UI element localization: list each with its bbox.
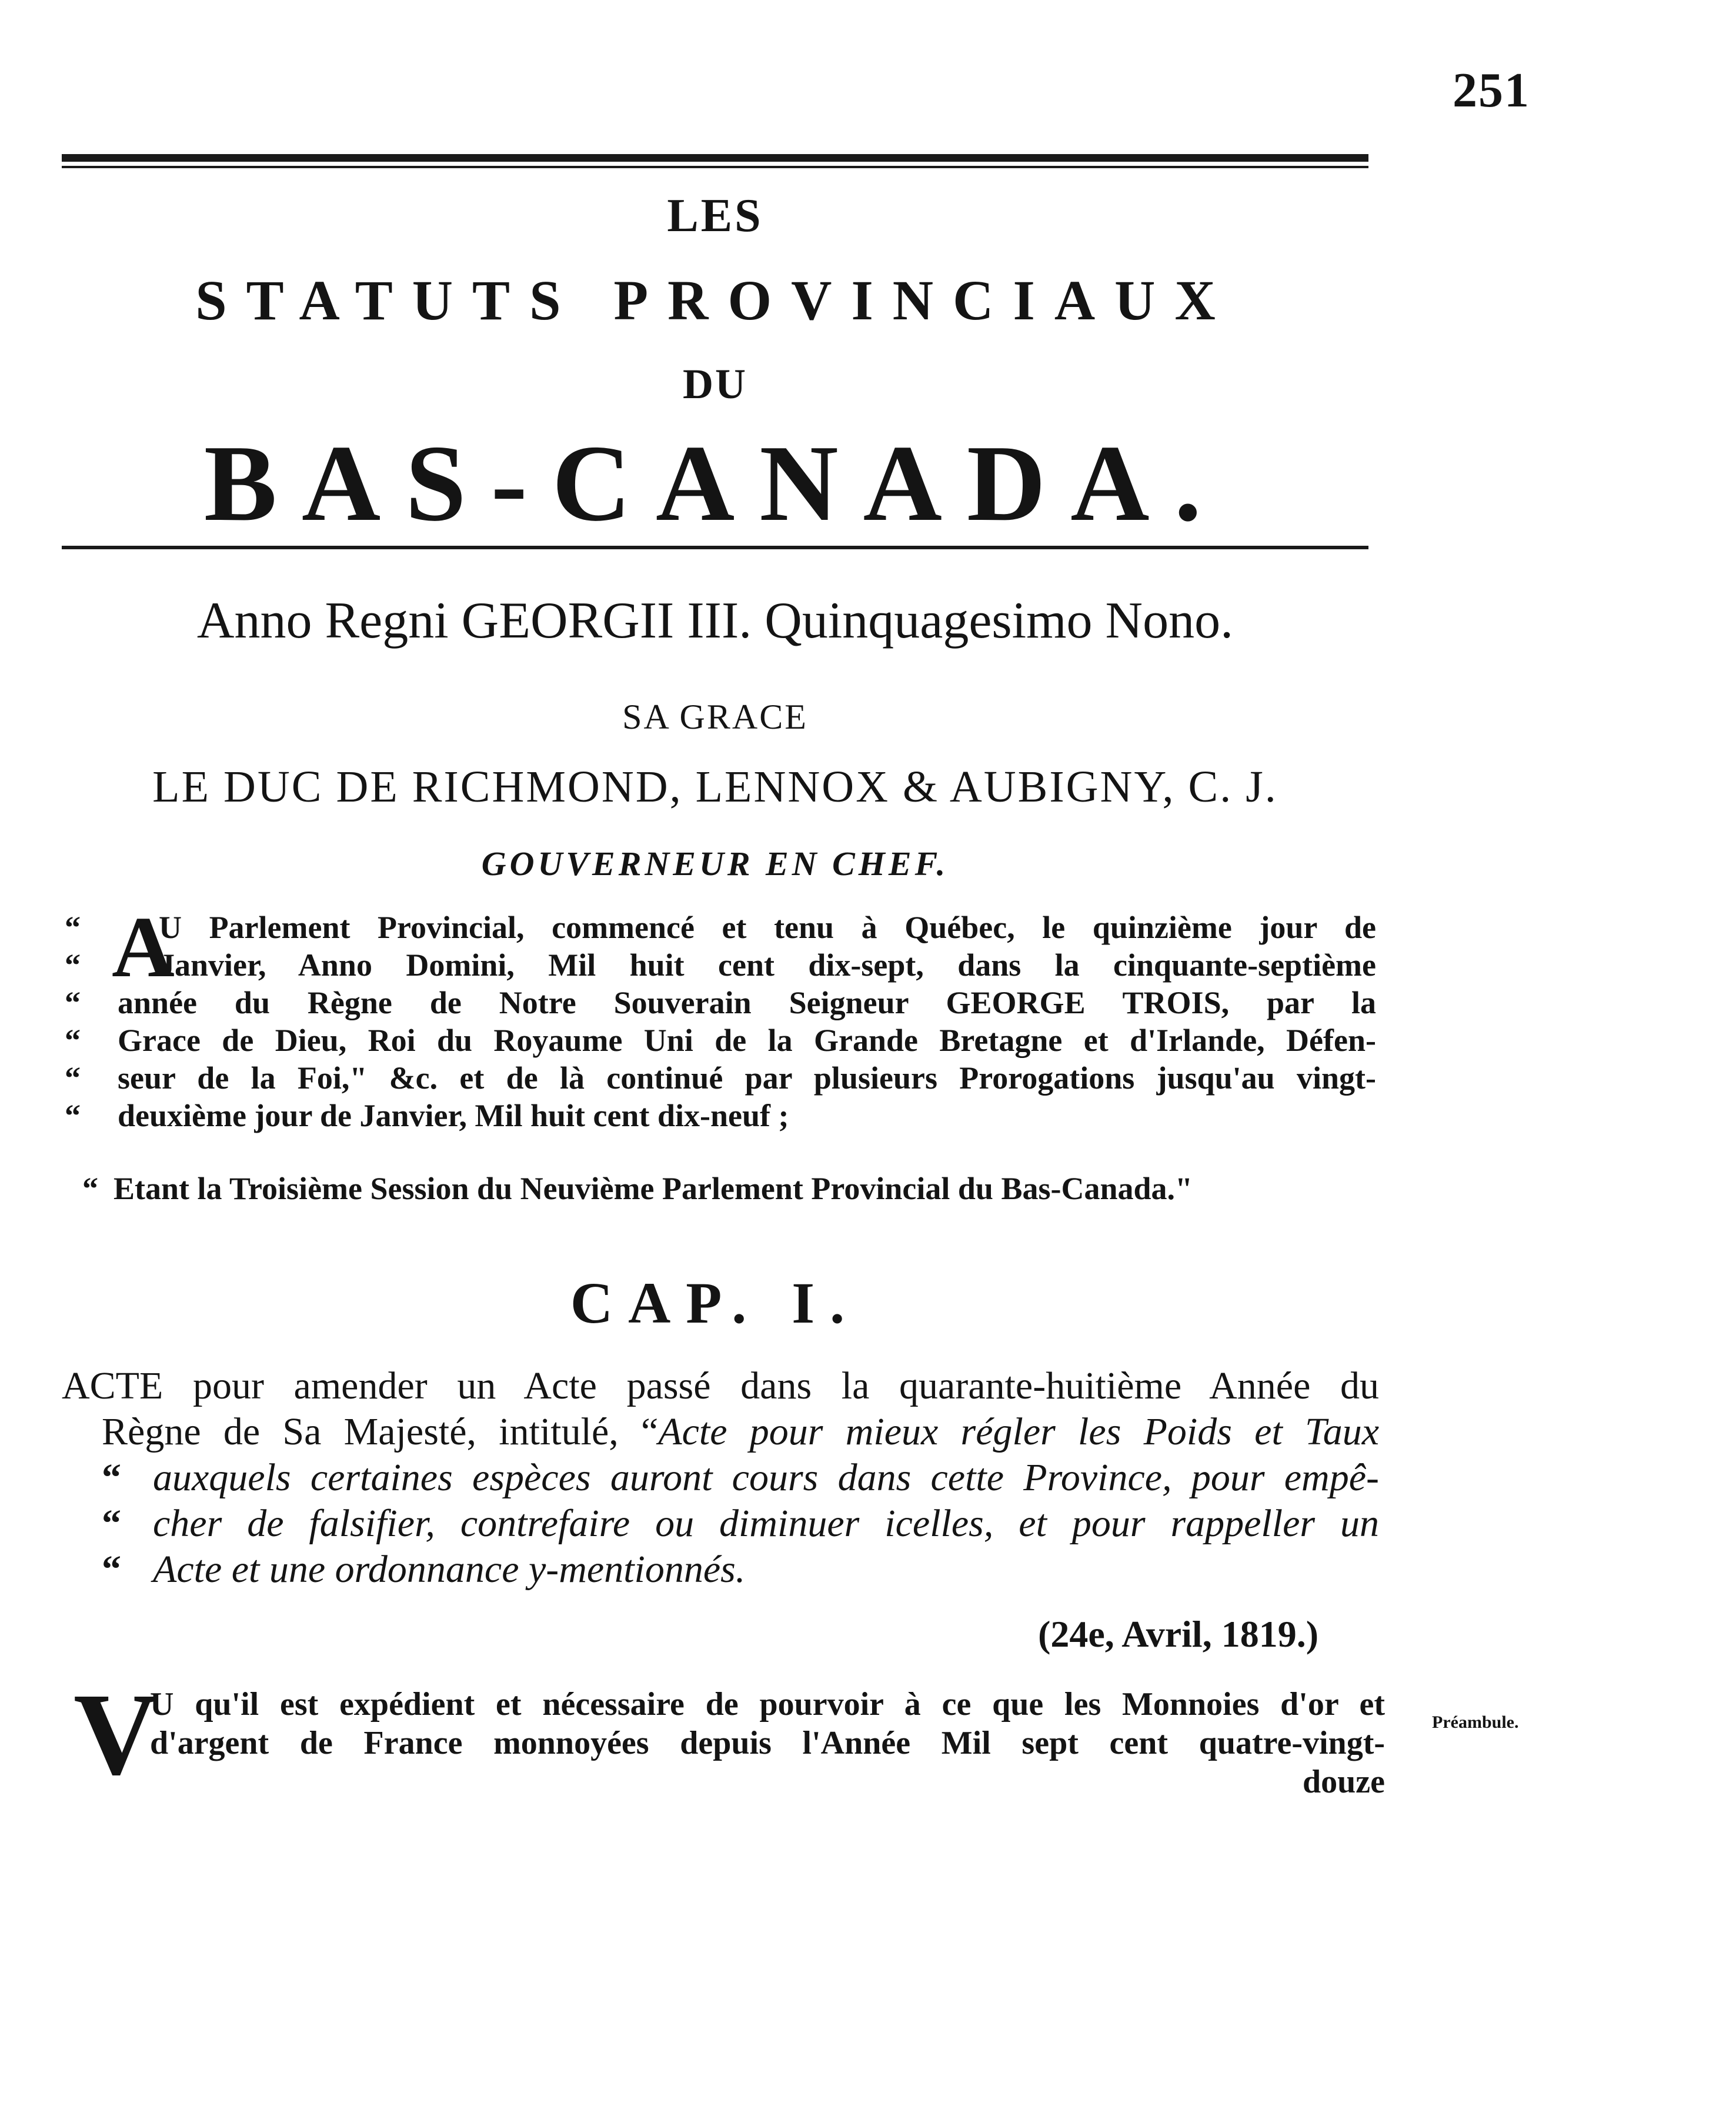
title-du: DU — [683, 360, 747, 408]
quote-mark: “ — [102, 1502, 121, 1545]
preamble-line — [65, 1022, 1382, 1059]
preamble-text: Grace de Dieu, Roi du Royaume Uni de la Grande Bretagne et d'Irlande, Défen- — [118, 1023, 1376, 1058]
preamble-line — [65, 1059, 1382, 1097]
gouverneur-en-chef: GOUVERNEUR EN CHEF. — [481, 844, 949, 883]
preamble-text: année du Règne de Notre Souverain Seigneur GEORGE TROIS, par la — [118, 985, 1376, 1020]
act-text-roman: Règne de Sa Majesté, intitulé, “ — [102, 1410, 659, 1453]
title-les: LES — [667, 190, 763, 242]
preamble-text: Janvier, Anno Domini, Mil huit cent dix-sept, dans la cinquante-septième — [159, 947, 1376, 983]
act-line — [62, 1501, 1379, 1547]
chapter-heading: CAP. I. — [570, 1270, 860, 1336]
drop-cap-v: V — [74, 1670, 159, 1800]
preamble-line — [65, 984, 1382, 1022]
session-line — [82, 1170, 1341, 1207]
quote-mark: “ — [65, 947, 81, 983]
quote-mark: “ — [102, 1456, 121, 1499]
preamble-paragraph — [65, 899, 1382, 1134]
quote-mark: “ — [65, 1023, 81, 1058]
duke-title-line: LE DUC DE RICHMOND, LENNOX & AUBIGNY, C. J. — [152, 762, 1278, 812]
catchword: douze — [1303, 1764, 1385, 1800]
quote-mark: “ — [65, 1098, 81, 1133]
preamble-text: deuxième jour de Janvier, Mil huit cent dix-neuf ; — [118, 1098, 789, 1133]
preamble-text: seur de la Foi," &c. et de là continué par plusieurs Prorogations jusqu'au vingt- — [118, 1060, 1376, 1096]
title-bas-canada: BAS-CANADA. — [203, 423, 1227, 544]
anno-regni-line: Anno Regni GEORGII III. Quinquagesimo Nono. — [196, 592, 1234, 649]
act-line — [62, 1363, 1379, 1409]
act-title-paragraph — [62, 1363, 1379, 1593]
preamble-line — [65, 946, 1382, 984]
act-text-italic: Acte pour mieux régler les Poids et Taux — [658, 1410, 1379, 1453]
session-text: Etant la Troisième Session du Neuvième Parlement Provincial du Bas-Canada." — [113, 1171, 1193, 1206]
double-rule-top — [62, 154, 1368, 172]
act-text: auxquels certaines espèces auront cours dans cette Province, pour empê- — [153, 1456, 1379, 1499]
preamble-line — [65, 1097, 1382, 1134]
quote-mark: “ — [65, 1060, 81, 1096]
page-number: 251 — [1453, 63, 1530, 118]
title-statuts-provinciaux: STATUTS PROVINCIAUX — [195, 269, 1235, 332]
drop-cap-a: A — [112, 899, 175, 996]
enacting-line: U qu'il est expédient et nécessaire de pourvoir à ce que les Monnoies d'or et — [150, 1686, 1385, 1723]
act-text: cher de falsifier, contrefaire ou diminuer icelles, et pour rappeller un — [153, 1502, 1379, 1545]
act-text — [102, 1409, 1379, 1455]
act-text: Acte et une ordonnance y-mentionnés. — [153, 1548, 746, 1591]
quote-mark: “ — [65, 985, 81, 1020]
quote-mark: “ — [65, 910, 81, 945]
quote-mark: “ — [82, 1171, 98, 1206]
margin-note-preambule: Préambule. — [1432, 1713, 1519, 1732]
enacting-paragraph — [150, 1685, 1385, 1801]
act-text: ACTE pour amender un Acte passé dans la quarante-huitième Année du — [62, 1364, 1379, 1407]
enacting-line: d'argent de France monnoyées depuis l'Année Mil sept cent quatre-vingt- — [150, 1725, 1385, 1761]
sa-grace-heading: SA GRACE — [622, 697, 808, 736]
preamble-text: U Parlement Provincial, commencé et tenu à Québec, le quinzième jour de — [159, 910, 1376, 945]
assent-date: (24e, Avril, 1819.) — [1038, 1613, 1318, 1655]
act-line — [62, 1547, 1379, 1593]
quote-mark: “ — [102, 1548, 121, 1591]
act-line — [62, 1409, 1379, 1455]
horizontal-rule — [62, 546, 1368, 549]
act-line — [62, 1455, 1379, 1501]
